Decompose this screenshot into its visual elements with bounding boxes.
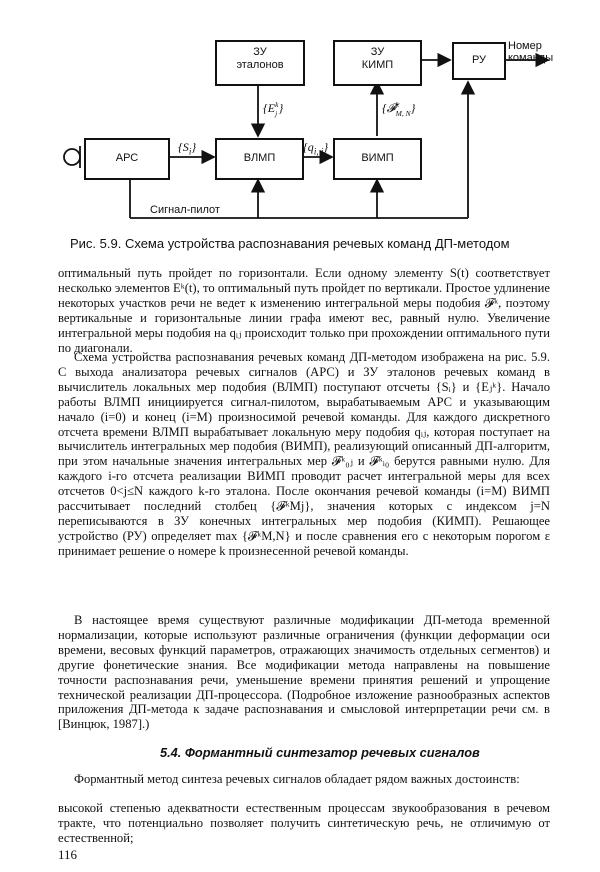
label-f: {𝓕 k M, N } [382,100,416,118]
box-vimp: ВИМП [333,138,422,180]
label-output: Номер команды [508,40,554,64]
label-s: $\{S_i\}$ [178,140,197,157]
paragraph-5: высокой степенью адекватности естественным процессам звукообразования в речевом тракте, что потенциально позволяет получить синтетическую речь, не отличимую от естественной; [58,801,550,845]
paragraph-3: В настоящее время существуют различные модификации ДП-метода временной нормализации, которые используют различные ограничения (функции деформации оси времени, весовых функций параметров, отражающих значимость отдельных сегментов) и другие фонетические знания. Все модификации метода направлены на повышение точности распознавания речи, уменьшение времени принятия решений и упрощение технической реализации ДП-процессора. (Подробное изложение разнообразных аспектов приложения ДП-метода к задаче распознавания и смысловой интерпретации речи см. в [Винцюк, 1987].) [58,613,550,732]
box-vlmp: ВЛМП [215,138,304,180]
box-ru: РУ [452,42,506,80]
label-signal-pilot: Сигнал-пилот [150,204,220,216]
page-number: 116 [58,847,78,862]
diagram-lines [0,0,600,232]
box-zu-etalon: ЗУ эталонов [215,40,305,86]
paragraph-1: оптимальный путь пройдет по горизонтали. Если одному элементу S(t) соответствует несколько элементов Eᵏ(t), то оптимальный путь пройдет по вертикали. Простое удлинение некоторых участков речи не ведет к изменению интегральной меры подобия 𝓕ᵏ, поэтому вертикальные и горизонтальные линии графа имеют вес, равный нулю. Увеличение интегральной меры подобия на qᵢⱼ происходит только при прохождении оптимального пути по диагонали. [58,266,550,355]
figure-caption: Рис. 5.9. Схема устройства распознавания речевых команд ДП-методом [70,236,510,251]
paragraph-4: Формантный метод синтеза речевых сигналов обладает рядом важных достоинств: [74,772,520,786]
paragraph-2: Схема устройства распознавания речевых команд ДП-методом изображена на рис. 5.9. С выхода анализатора речевых сигналов (АРС) и ЗУ эталонов речевых команд в вычислитель локальных мер подобия (ВЛМП) поступают отсчеты {Sᵢ} и {Eⱼᵏ}. Начало работы ВЛМП инициируется сигнал-пилотом, вырабатываемым АРС и указывающим начало (i=0) и конец (i=M) произносимой речевой команды. Для каждого дискретного отсчета времени ВЛМП вырабатывает локальную меру подобия qᵢⱼ, которая поступает на вычислитель интегральных мер подобия (ВИМП), реализующий описанный ДП-алгоритм, при этом начальные значения интегральных мер 𝓕ᵏ₀ⱼ и 𝓕ᵏᵢ₀ берутся равными нулю. Для каждого i-го отсчета реализации ВИМП проводит расчет интегральной меры для всех отсчетов 0<j≤N каждого k-го эталона. После окончания речевой команды (i=M) ВИМП рассчитывает последний столбец {𝓕ᵏMj}, значения которых с индексом j=N переписываются в ЗУ конечных интегральных мер подобия (КИМП). Решающее устройство (РУ) определяет max {𝓕ᵏM,N} и после сравнения его с некоторым порогом ε принимает решение о номере k произнесенной речевой команды. [58,350,550,558]
microphone-icon [64,149,80,165]
box-zu-kimp: ЗУ КИМП [333,40,422,86]
label-q: $\{q_{i, j}\}$ [303,140,329,157]
block-diagram [0,0,600,232]
section-heading: 5.4. Формантный синтезатор речевых сигналов [160,745,480,760]
box-ars: АРС [84,138,170,180]
label-e: {E k j } [263,100,284,118]
